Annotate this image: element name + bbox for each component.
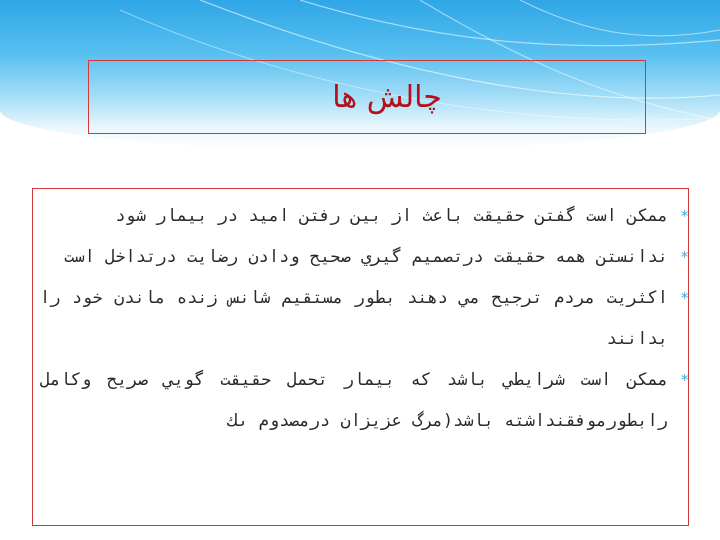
bullet-star-icon: * [680, 289, 690, 307]
bullet-star-icon: * [680, 371, 690, 389]
bullet-text-4: ممكن است شرايطي باشد كه بيمار تحمل حقيقت گويي صريح وكامل رابطورموفقنداشته باشد(مرگ عزيزان درمصدوم ىك [40, 370, 668, 431]
bullet-item-3 [40, 278, 690, 360]
bullet-text-2: ندانستن همه حقيقت درتصميم گيري صحيح ودادن رضايت درتداخل است [64, 247, 668, 267]
bullet-star-icon: * [680, 248, 690, 266]
bullet-text-1: ممكن است گفتن حقيقت باعث از بين رفتن اميد در بيمار شود [115, 206, 668, 226]
bullet-list [40, 196, 690, 442]
slide-title: چالش ها [332, 79, 442, 115]
bullet-item-2 [40, 237, 690, 278]
bullet-star-icon: * [680, 207, 690, 225]
title-box [88, 60, 646, 134]
bullet-item-4 [40, 360, 690, 442]
bullet-text-3: اكثريت مردم ترجيح مي دهند بطور مستقيم شانس زنده ماندن خود را بدانند [40, 288, 668, 349]
bullet-item-1 [40, 196, 690, 237]
